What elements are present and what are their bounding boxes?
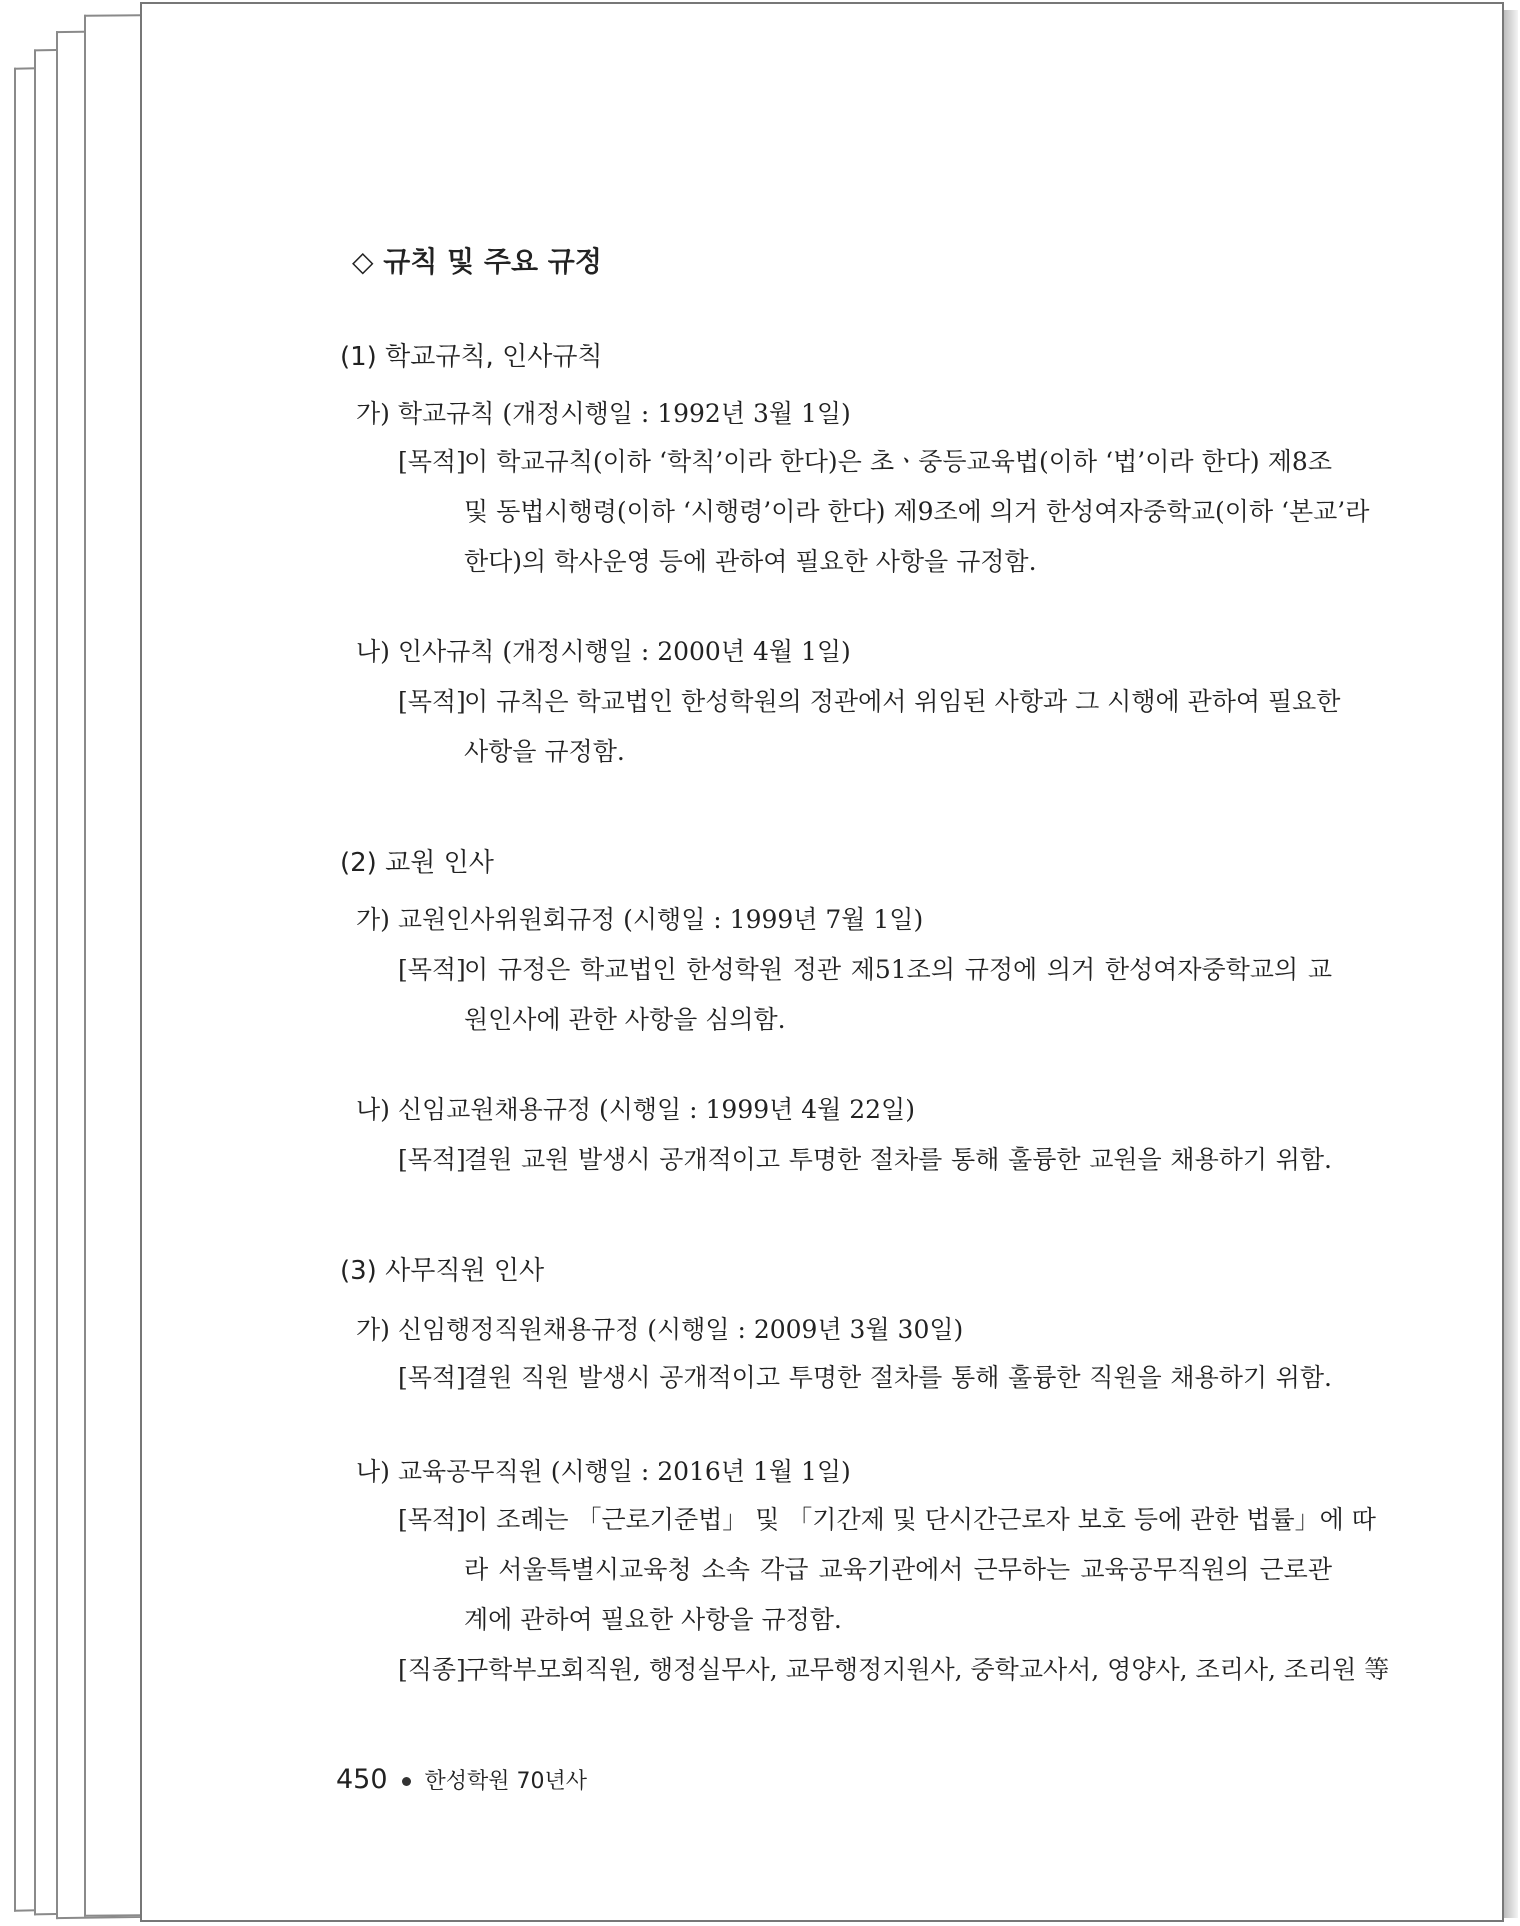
item-tag: [목적] [398,1145,466,1174]
document-page [140,2,1504,1922]
item-text-line: 이 조례는 「근로기준법」 및 「기간제 및 단시간근로자 보호 등에 관한 법률」에 따 [464,1505,1376,1534]
item-text-line: 이 규칙은 학교법인 한성학원의 정관에서 위임된 사항과 그 시행에 관하여 필요한 [464,687,1341,716]
item-text-line: 결원 교원 발생시 공개적이고 투명한 절차를 통해 훌륭한 교원을 채용하기 위함. [464,1145,1332,1174]
item-tag: [목적] [398,687,466,716]
section-title: (3) 사무직원 인사 [340,1256,545,1286]
page-footer [336,1764,587,1795]
item-text-line: 결원 직원 발생시 공개적이고 투명한 절차를 통해 훌륭한 직원을 채용하기 위함. [464,1363,1332,1392]
item-text-line: 라 서울특별시교육청 소속 각급 교육기관에서 근무하는 교육공무직원의 근로관 [464,1555,1332,1584]
book-title: 한성학원 70년사 [424,1769,588,1794]
item-text-line: 원인사에 관한 사항을 심의함. [464,1005,786,1034]
item-heading: 가) 신임행정직원채용규정 (시행일 : 2009년 3월 30일) [356,1315,964,1344]
bullet-icon [402,1777,411,1786]
item-text-line: 구학부모회직원, 행정실무사, 교무행정지원사, 중학교사서, 영양사, 조리사, 조리원 等 [464,1655,1390,1684]
item-tag: [직종] [398,1655,466,1684]
item-tag: [목적] [398,955,466,984]
item-text-line: 이 규정은 학교법인 한성학원 정관 제51조의 규정에 의거 한성여자중학교의 교 [464,955,1332,984]
item-text-line: 계에 관하여 필요한 사항을 규정함. [464,1605,842,1634]
item-text-line: 이 학교규칙(이하 ‘학칙’이라 한다)은 초ㆍ중등교육법(이하 ‘법’이라 한다) 제8조 [464,447,1332,476]
section-title: (1) 학교규칙, 인사규칙 [340,342,603,372]
page-shadow [1504,10,1518,1918]
item-text-line: 사항을 규정함. [464,737,625,766]
item-text-line: 및 동법시행령(이하 ‘시행령’이라 한다) 제9조에 의거 한성여자중학교(이하 ‘본교’라 [464,497,1370,526]
item-heading: 나) 교육공무직원 (시행일 : 2016년 1월 1일) [356,1457,851,1486]
item-tag: [목적] [398,1363,466,1392]
item-heading: 나) 인사규칙 (개정시행일 : 2000년 4월 1일) [356,637,851,666]
item-heading: 가) 교원인사위원회규정 (시행일 : 1999년 7월 1일) [356,905,924,934]
item-tag: [목적] [398,447,466,476]
page-number: 450 [336,1764,388,1795]
item-tag: [목적] [398,1505,466,1534]
item-heading: 나) 신임교원채용규정 (시행일 : 1999년 4월 22일) [356,1095,915,1124]
item-text-line: 한다)의 학사운영 등에 관하여 필요한 사항을 규정함. [464,547,1037,576]
section-title: (2) 교원 인사 [340,848,494,878]
item-heading: 가) 학교규칙 (개정시행일 : 1992년 3월 1일) [356,399,851,428]
page-heading: ◇ 규칙 및 주요 규정 [352,245,602,278]
